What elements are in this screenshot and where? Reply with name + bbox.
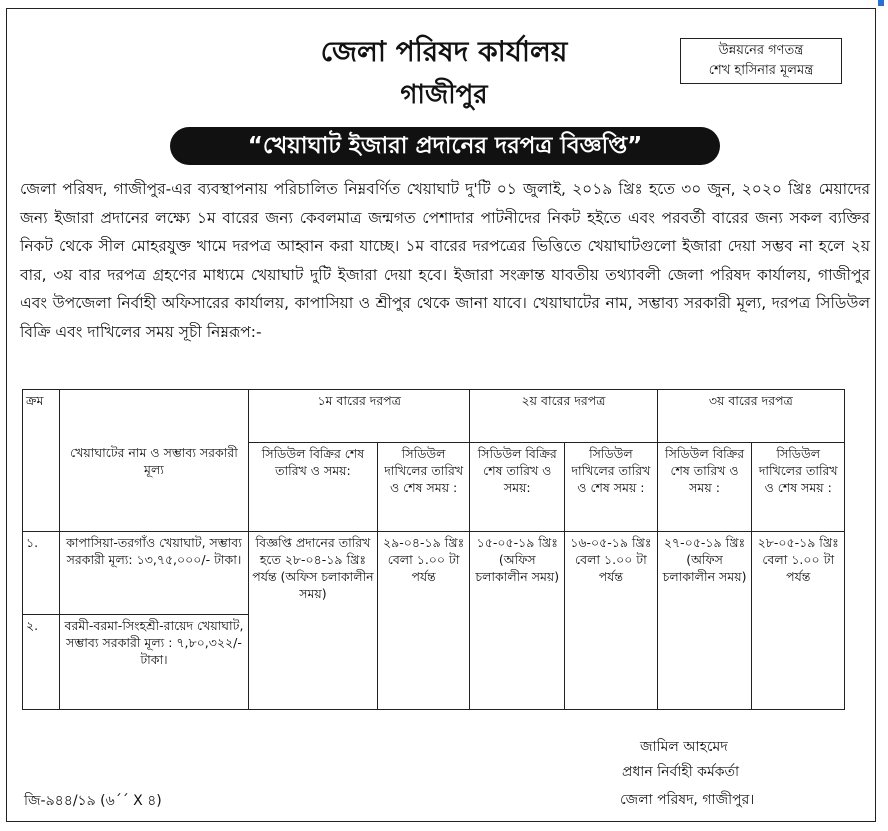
header-name: খেয়াঘাটের নাম ও সম্ভাব্য সরকারী মূল্য bbox=[60, 390, 249, 532]
header-r1-sale: সিডিউল বিক্রির শেষ তারিখ ও সময়: bbox=[249, 443, 378, 532]
office-title: জেলা পরিষদ কার্যালয় bbox=[320, 35, 568, 68]
r3-submit-cell: ২৮-০৫-১৯ খ্রিঃ বেলা ১.০০ টা পর্যন্ত bbox=[752, 532, 845, 710]
slogan-line-1: উন্নয়নের গণতন্ত্র bbox=[718, 43, 804, 58]
tender-schedule-table bbox=[22, 389, 845, 710]
header-r3-submit: সিডিউল দাখিলের তারিখ ও শেষ সময় : bbox=[752, 443, 845, 532]
header-round-3: ৩য় বারের দরপত্র bbox=[657, 390, 844, 443]
r1-sale-cell: বিজ্ঞপ্তি প্রদানের তারিখ হতে ২৮-০৪-১৯ খ্রিঃ পর্যন্ত (অফিস চলাকালীন সময়) bbox=[249, 532, 378, 710]
notice-paragraph: জেলা পরিষদ, গাজীপুর-এর ব্যবস্থাপনায় পরিচালিত নিম্নবর্ণিত খেয়াঘাট দু'টি ০১ জুলাই, ২০১৯ খ্রিঃ হতে ৩০ জুন, ২০২০ খ্রিঃ মেয়াদের জন্য ইজারা প্রদানের লক্ষ্যে ১ম বারের জন্য কেবলমাত্র জন্মগত পেশাদার পাটনীদের নিকট হইতে এবং পরবর্তী বারের জন্য সকল ব্যক্তির নিকট থেকে সীল মোহরযুক্ত খামে দরপত্র আহ্বান করা যাচ্ছে। ১ম বারের দরপত্রের ভিত্তিতে খেয়াঘাটগুলো ইজারা দেয়া সম্ভব না হলে ২য় বার, ৩য় বার দরপত্র গ্রহণের মাধ্যমে খেয়াঘাট দুটি ইজারা দেয়া হবে। ইজারা সংক্রান্ত যাবতীয় তথ্যাবলী জেলা পরিষদ কার্যালয়, গাজীপুর এবং উপজেলা নির্বাহী অফিসারের কার্যালয়, কাপাসিয়া ও শ্রীপুর থেকে জানা যাবে। খেয়াঘাটের নাম, সম্ভাব্য সরকারী মূল্য, দরপত্র সিডিউল বিক্রি এবং দাখিলের সময় সূচী নিম্নরূপ:- bbox=[20, 180, 871, 341]
header-round-1: ১ম বারের দরপত্র bbox=[249, 390, 470, 443]
notice-banner: “খেয়াঘাট ইজারা প্রদানের দরপত্র বিজ্ঞপ্তি” bbox=[170, 127, 720, 165]
city-title: গাজীপুর bbox=[400, 80, 488, 110]
notice-code: জি-৯৪৪/১৯ (৬ˊˊ X ৪) bbox=[24, 793, 162, 809]
header-round-2: ২য় বারের দরপত্র bbox=[470, 390, 657, 443]
signer-name: জামিল আহমেদ bbox=[640, 739, 728, 755]
row-1-name: কাপাসিয়া-তরগাঁও খেয়াঘাট, সম্ভাব্য সরকারী মূল্য: ১৩,৭৫,০০০/- টাকা। bbox=[60, 532, 249, 615]
slogan-box bbox=[680, 38, 842, 84]
header-r2-sale: সিডিউল বিক্রির শেষ তারিখ ও সময়: bbox=[470, 443, 565, 532]
table-header-row-1 bbox=[23, 390, 845, 443]
row-2-name: বরমী-বরমা-সিংহশ্রী-রায়েদ খেয়াঘাট, সম্ভাব্য সরকারী মূল্য : ৭,৮০,৩২২/-টাকা। bbox=[60, 615, 249, 710]
header-r2-submit: সিডিউল দাখিলের তারিখ ও শেষ সময় : bbox=[565, 443, 657, 532]
r2-submit-cell: ১৬-০৫-১৯ খ্রিঃ বেলা ১.০০ টা পর্যন্ত bbox=[565, 532, 657, 710]
header-r1-submit: সিডিউল দাখিলের তারিখ ও শেষ সময় : bbox=[377, 443, 469, 532]
r1-submit-cell: ২৯-০৪-১৯ খ্রিঃ বেলা ১.০০ টা পর্যন্ত bbox=[377, 532, 469, 710]
header-serial: ক্রম bbox=[23, 390, 60, 532]
row-1-serial: ১. bbox=[23, 532, 60, 615]
corner-mark bbox=[878, 0, 884, 6]
signer-office: জেলা পরিষদ, গাজীপুর। bbox=[620, 792, 755, 808]
row-2-serial: ২. bbox=[23, 615, 60, 710]
r2-sale-cell: ১৫-০৫-১৯ খ্রিঃ (অফিস চলাকালীন সময়) bbox=[470, 532, 565, 710]
header-r3-sale: সিডিউল বিক্রির শেষ তারিখ ও সময় : bbox=[657, 443, 752, 532]
slogan-line-2: শেখ হাসিনার মূলমন্ত্র bbox=[708, 63, 814, 78]
table-row bbox=[23, 532, 845, 615]
signer-title: প্রধান নির্বাহী কর্মকর্তা bbox=[622, 764, 740, 780]
r3-sale-cell: ২৭-০৫-১৯ খ্রিঃ (অফিস চলাকালীন সময়) bbox=[657, 532, 752, 710]
